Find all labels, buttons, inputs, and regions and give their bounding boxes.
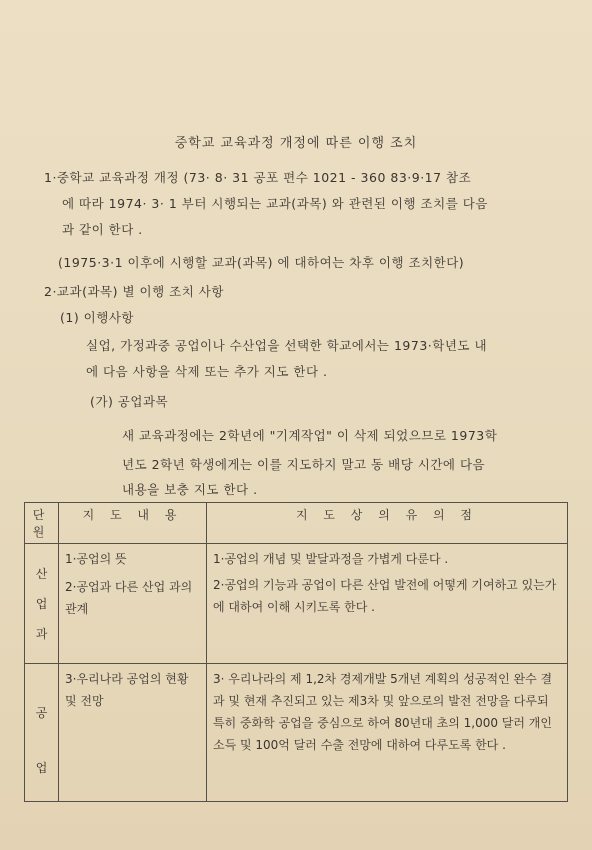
note-item: 2·공업의 기능과 공업이 다른 산업 발전에 어떻게 기여하고 있는가에 대하여 이해 시키도록 한다 . xyxy=(213,578,557,614)
content-item: 1·공업의 뜻 xyxy=(65,552,127,566)
header-unit: 단원 xyxy=(25,503,59,544)
table-row xyxy=(25,664,568,802)
note-item: 1·공업의 개념 및 발달과정을 가볍게 다룬다 . xyxy=(213,552,449,566)
header-notes: 지 도 상 의 유 의 점 xyxy=(207,503,568,544)
unit-cell xyxy=(25,544,59,664)
paragraph-line: 실업, 가정과중 공업이나 수산업을 선택한 학교에서는 1973·학년도 내 xyxy=(86,338,488,353)
notes-cell xyxy=(207,544,568,664)
paragraph-line: 내용을 보충 지도 한다 . xyxy=(122,482,258,497)
subsection-heading: (1) 이행사항 xyxy=(60,310,134,325)
guidance-table xyxy=(24,502,568,802)
content-item: 3·우리나라 공업의 현황 및 전망 xyxy=(65,672,189,708)
subsection-heading: (가) 공업과목 xyxy=(90,394,169,409)
paragraph-line: 1·중학교 교육과정 개정 (73· 8· 31 공포 편수 1021 - 360 83·9·17 참조 xyxy=(44,170,472,185)
notes-cell xyxy=(207,664,568,802)
content-item: 2·공업과 다른 산업 과의 관계 xyxy=(65,580,193,616)
section-heading: 2·교과(과목) 별 이행 조치 사항 xyxy=(44,284,224,299)
paragraph-line: 에 다음 사항을 삭제 또는 추가 지도 한다 . xyxy=(86,364,328,379)
note-item: 3· 우리나라의 제 1,2차 경제개발 5개년 계획의 성공적인 완수 결과 및 현재 추진되고 있는 제3차 및 앞으로의 발전 전망을 다루되 특히 중화학 공업을 중심으로 하여 80년대 초의 1,000 달러 개인 소득 및 100억 달러 수출 전망에 대하여 다루도록 한다 . xyxy=(213,672,553,752)
table-header-row xyxy=(25,503,568,544)
content-cell xyxy=(59,544,207,664)
table-row xyxy=(25,544,568,664)
unit-char: 산 xyxy=(35,566,48,581)
document-title: 중학교 교육과정 개정에 따른 이행 조치 xyxy=(174,136,418,151)
paragraph-line: 에 따라 1974· 3· 1 부터 시행되는 교과(과목) 와 관련된 이행 조치를 다음 xyxy=(62,196,488,211)
unit-char: 과 xyxy=(35,626,48,641)
unit-char: 업 xyxy=(35,760,48,775)
paragraph-line: 과 같이 한다 . xyxy=(62,222,143,237)
unit-char: 공 xyxy=(35,705,48,720)
content-cell xyxy=(59,664,207,802)
header-content: 지 도 내 용 xyxy=(59,503,207,544)
paragraph-line: 년도 2학년 학생에게는 이를 지도하지 말고 동 배당 시간에 다음 xyxy=(122,457,486,472)
unit-char: 업 xyxy=(35,596,48,611)
paragraph-line: (1975·3·1 이후에 시행할 교과(과목) 에 대하여는 차후 이행 조치한다) xyxy=(58,255,465,270)
unit-cell xyxy=(25,664,59,802)
paragraph-line: 새 교육과정에는 2학년에 "기계작업" 이 삭제 되었으므로 1973학 xyxy=(122,428,498,443)
